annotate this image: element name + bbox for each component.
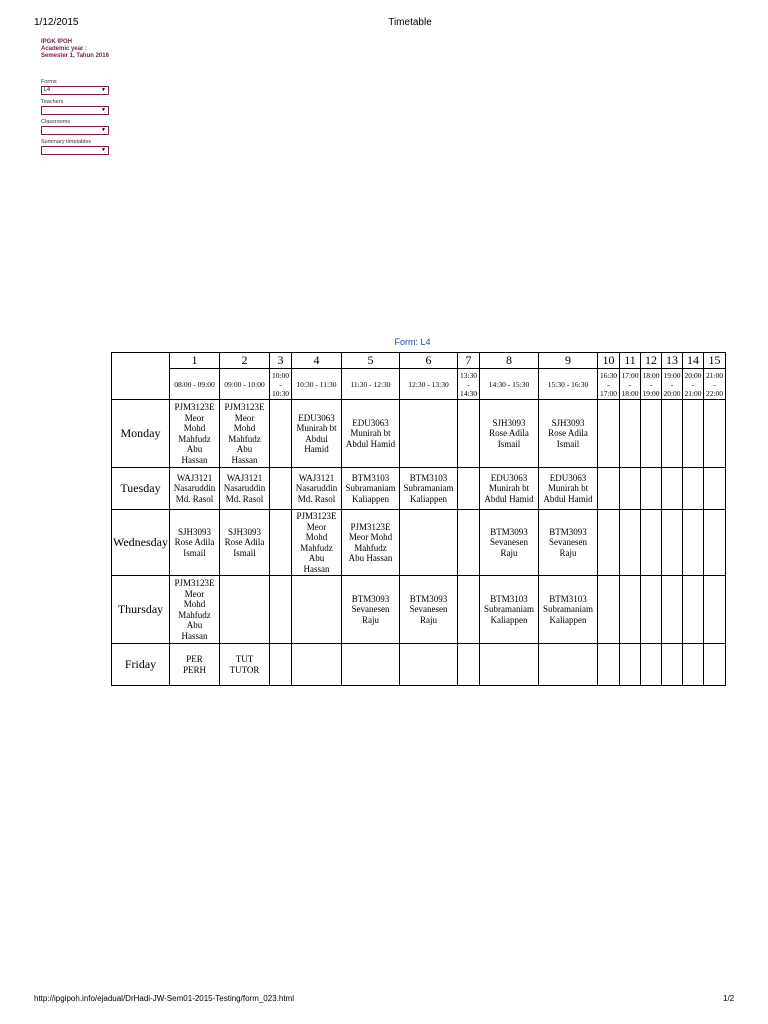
day-label: Friday: [112, 644, 170, 686]
lesson-cell: [704, 510, 726, 576]
period-time-4: 10:30 - 11:30: [292, 369, 342, 400]
summary-timetables-label: Summary timetables: [41, 139, 92, 145]
period-number-4: 4: [292, 353, 342, 369]
day-row-friday: [112, 644, 726, 686]
print-date: 1/12/2015: [34, 17, 79, 28]
lesson-cell: [641, 400, 662, 468]
period-number-13: 13: [662, 353, 683, 369]
academic-year-label: Academic year :: [41, 46, 88, 52]
lesson-cell: [458, 644, 480, 686]
lesson-cell: [458, 468, 480, 510]
chevron-down-icon: ▼: [101, 107, 106, 113]
period-number-3: 3: [270, 353, 292, 369]
period-number-row: [112, 353, 726, 369]
lesson-cell: TUT TUTOR: [220, 644, 270, 686]
lesson-cell: [598, 400, 620, 468]
lesson-cell: WAJ3121 Nasaruddin Md. Rasol: [170, 468, 220, 510]
lesson-cell: [270, 468, 292, 510]
day-row-thursday: [112, 576, 726, 644]
period-number-9: 9: [539, 353, 598, 369]
period-time-15: 21:00 - 22:00: [704, 369, 726, 400]
lesson-cell: BTM3093 Sevanesen Raju: [342, 576, 400, 644]
lesson-cell: [704, 400, 726, 468]
period-number-5: 5: [342, 353, 400, 369]
lesson-cell: SJH3093 Rose Adila Ismail: [539, 400, 598, 468]
lesson-cell: [400, 400, 458, 468]
lesson-cell: [620, 644, 641, 686]
period-time-11: 17:00 - 18:00: [621, 370, 639, 398]
period-number-14: 14: [683, 353, 704, 369]
forms-label: Forms: [41, 79, 57, 85]
forms-select[interactable]: [41, 86, 109, 95]
lesson-cell: EDU3063 Munirah bt Abdul Hamid: [539, 468, 598, 510]
classrooms-label: Classrooms: [41, 119, 71, 125]
lesson-cell: PJM3123E Meor Mohd Mahfudz Abu Hassan: [292, 510, 342, 576]
period-number-8: 8: [480, 353, 539, 369]
lesson-cell: BTM3103 Subramaniam Kaliappen: [342, 468, 400, 510]
lesson-cell: PJM3123E Meor Mohd Mahfudz Abu Hassan: [170, 400, 220, 468]
lesson-cell: [220, 576, 270, 644]
lesson-cell: [641, 644, 662, 686]
lesson-cell: [598, 468, 620, 510]
lesson-cell: [620, 468, 641, 510]
period-number-10: 10: [598, 353, 620, 369]
lesson-cell: [683, 644, 704, 686]
day-label: Tuesday: [112, 468, 170, 510]
period-time-8: 14:30 - 15:30: [480, 369, 539, 400]
lesson-cell: [620, 576, 641, 644]
lesson-cell: BTM3103 Subramaniam Kaliappen: [480, 576, 539, 644]
day-label: Thursday: [112, 576, 170, 644]
lesson-cell: [270, 576, 292, 644]
lesson-cell: [704, 468, 726, 510]
page-title: Timetable: [388, 17, 432, 28]
lesson-cell: [683, 468, 704, 510]
lesson-cell: BTM3103 Subramaniam Kaliappen: [539, 576, 598, 644]
day-label: Wednesday: [112, 510, 170, 576]
summary-timetables-select[interactable]: [41, 146, 109, 155]
lesson-cell: [662, 468, 683, 510]
period-time-14: 20:00 - 21:00: [684, 370, 702, 398]
lesson-cell: [620, 400, 641, 468]
period-time-7: 13:30 - 14:30: [458, 369, 480, 400]
chevron-down-icon: ▼: [101, 87, 106, 93]
lesson-cell: [662, 576, 683, 644]
lesson-cell: PJM3123E Meor Mohd Mahfudz Abu Hassan: [342, 510, 400, 576]
lesson-cell: [620, 510, 641, 576]
semester-label: Semester 1, Tahun 2016: [41, 53, 109, 59]
lesson-cell: BTM3093 Sevanesen Raju: [539, 510, 598, 576]
lesson-cell: [662, 644, 683, 686]
period-number-12: 12: [641, 353, 662, 369]
period-time-6: 12:30 - 13:30: [400, 369, 458, 400]
period-number-11: 11: [620, 353, 641, 369]
lesson-cell: [539, 644, 598, 686]
lesson-cell: EDU3063 Munirah bt Abdul Hamid: [342, 400, 400, 468]
lesson-cell: [292, 576, 342, 644]
period-number-15: 15: [704, 353, 726, 369]
lesson-cell: PJM3123E Meor Mohd Mahfudz Abu Hassan: [170, 576, 220, 644]
lesson-cell: [270, 644, 292, 686]
period-number-1: 1: [170, 353, 220, 369]
day-row-wednesday: [112, 510, 726, 576]
school-info: [41, 39, 113, 60]
period-time-5: 11:30 - 12:30: [342, 369, 400, 400]
lesson-cell: [662, 510, 683, 576]
period-time-9: 15:30 - 16:30: [539, 369, 598, 400]
school-name: IPGK IPOH: [41, 39, 73, 45]
period-number-6: 6: [400, 353, 458, 369]
lesson-cell: [270, 400, 292, 468]
period-time-13: 19:00 - 20:00: [663, 370, 681, 398]
lesson-cell: [641, 468, 662, 510]
form-title: Form: L4: [394, 337, 431, 347]
lesson-cell: [292, 644, 342, 686]
chevron-down-icon: ▼: [101, 147, 106, 153]
lesson-cell: PER PERH: [170, 644, 220, 686]
period-time-12: 18:00 - 19:00: [642, 370, 660, 398]
lesson-cell: [270, 510, 292, 576]
lesson-cell: [458, 510, 480, 576]
lesson-cell: [683, 510, 704, 576]
period-time-1: 08:00 - 09:00: [170, 369, 220, 400]
lesson-cell: EDU3063 Munirah bt Abdul Hamid: [480, 468, 539, 510]
lesson-cell: [641, 576, 662, 644]
forms-select-value: L4: [44, 87, 51, 93]
lesson-cell: [598, 510, 620, 576]
day-row-tuesday: [112, 468, 726, 510]
lesson-cell: [598, 576, 620, 644]
lesson-cell: WAJ3121 Nasaruddin Md. Rasol: [220, 468, 270, 510]
lesson-cell: [400, 644, 458, 686]
lesson-cell: SJH3093 Rose Adila Ismail: [480, 400, 539, 468]
period-time-3: 10:00 - 10:30: [270, 369, 292, 400]
classrooms-select[interactable]: [41, 126, 109, 135]
lesson-cell: BTM3103 Subramaniam Kaliappen: [400, 468, 458, 510]
chevron-down-icon: ▼: [101, 127, 106, 133]
lesson-cell: [704, 576, 726, 644]
day-row-monday: [112, 400, 726, 468]
lesson-cell: BTM3093 Sevanesen Raju: [480, 510, 539, 576]
footer-url: http://ipgipoh.info/ejadual/DrHadi-JW-Sem01-2015-Testing/form_023.html: [34, 994, 294, 1003]
lesson-cell: [400, 510, 458, 576]
teachers-select[interactable]: [41, 106, 109, 115]
footer-page-number: 1/2: [723, 994, 735, 1003]
timetable: [111, 352, 726, 686]
period-time-10: 16:30 - 17:00: [598, 369, 620, 400]
lesson-cell: WAJ3121 Nasaruddin Md. Rasol: [292, 468, 342, 510]
lesson-cell: [458, 400, 480, 468]
period-number-7: 7: [458, 353, 480, 369]
corner-cell: [112, 353, 170, 400]
lesson-cell: [641, 510, 662, 576]
period-time-2: 09:00 - 10:00: [220, 369, 270, 400]
lesson-cell: [683, 576, 704, 644]
period-time-row: [112, 369, 726, 400]
day-label: Monday: [112, 400, 170, 468]
lesson-cell: [480, 644, 539, 686]
lesson-cell: [662, 400, 683, 468]
lesson-cell: [458, 576, 480, 644]
lesson-cell: SJH3093 Rose Adila Ismail: [220, 510, 270, 576]
filter-panel: [41, 79, 107, 159]
period-number-2: 2: [220, 353, 270, 369]
teachers-label: Teachers: [41, 99, 64, 105]
lesson-cell: [683, 400, 704, 468]
lesson-cell: [342, 644, 400, 686]
lesson-cell: EDU3063 Munirah bt Abdul Hamid: [292, 400, 342, 468]
lesson-cell: PJM3123E Meor Mohd Mahfudz Abu Hassan: [220, 400, 270, 468]
lesson-cell: [598, 644, 620, 686]
lesson-cell: [704, 644, 726, 686]
lesson-cell: SJH3093 Rose Adila Ismail: [170, 510, 220, 576]
lesson-cell: BTM3093 Sevanesen Raju: [400, 576, 458, 644]
